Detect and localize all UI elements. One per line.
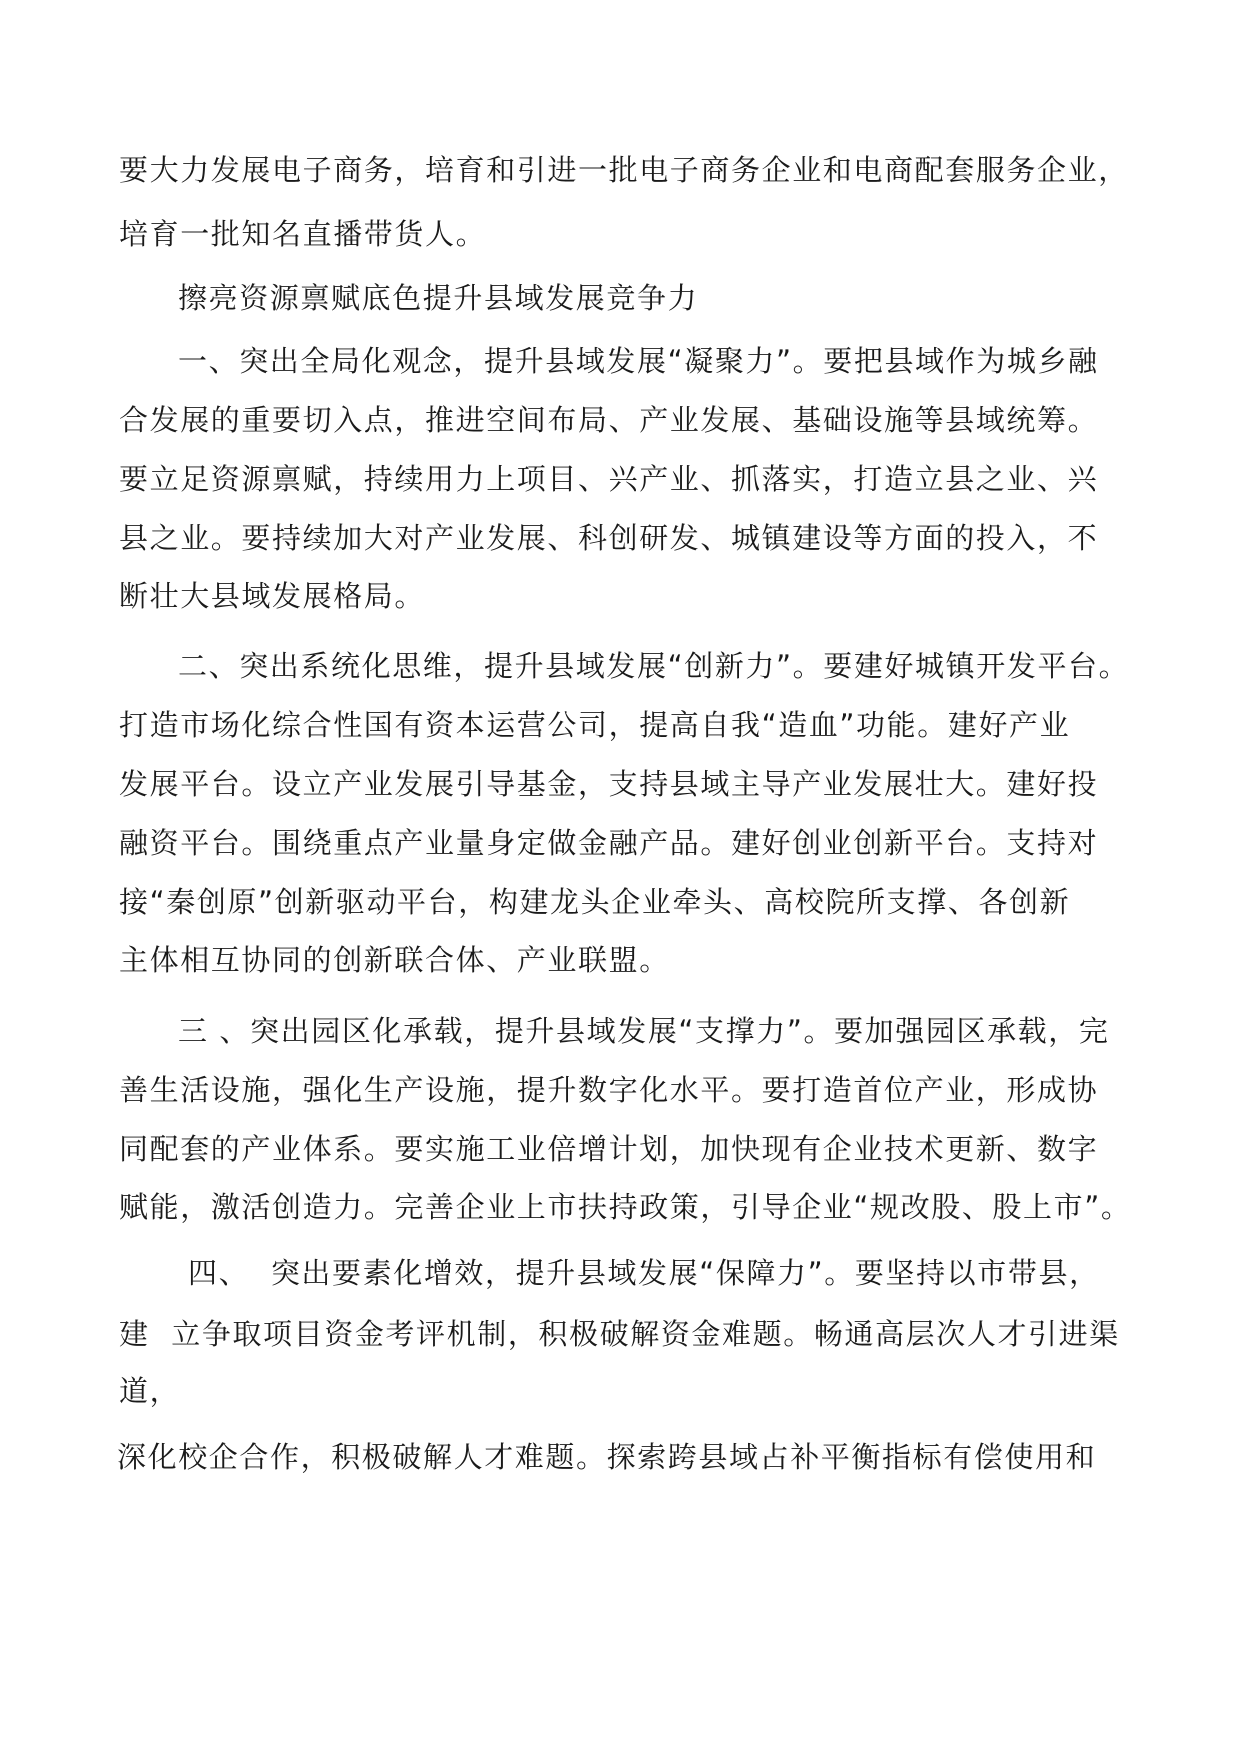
text-line: 赋能，激活创造力。完善企业上市扶持政策，引导企业“规改股、股上市”。 <box>119 1190 1132 1224</box>
text-line: 发展平台。设立产业发展引导基金，支持县域主导产业发展壮大。建好投 <box>119 767 1099 801</box>
text-line: 深化校企合作，积极破解人才难题。探索跨县域占补平衡指标有偿使用和 <box>117 1440 1097 1474</box>
text-line: 要立足资源禀赋，持续用力上项目、兴产业、抓落实，打造立县之业、兴 <box>119 462 1099 496</box>
text-line: 二、突出系统化思维，提升县域发展“创新力”。要建好城镇开发平台。 <box>178 649 1130 683</box>
text-line: 三 、突出园区化承载，提升县域发展“支撑力”。要加强园区承载，完 <box>178 1014 1110 1048</box>
text-line: 合发展的重要切入点，推进空间布局、产业发展、基础设施等县域统筹。 <box>119 403 1099 437</box>
text-line: 融资平台。围绕重点产业量身定做金融产品。建好创业创新平台。支持对 <box>119 826 1099 860</box>
text-line: 断壮大县域发展格局。 <box>119 579 426 613</box>
text-line: 接“秦创原”创新驱动平台，构建龙头企业牵头、高校院所支撑、各创新 <box>119 885 1071 919</box>
text-line: 道， <box>119 1374 181 1408</box>
text-line: 要大力发展电子商务，培育和引进一批电子商务企业和电商配套服务企业， <box>119 153 1129 187</box>
text-line: 同配套的产业体系。要实施工业倍增计划，加快现有企业技术更新、数字 <box>119 1132 1099 1166</box>
text-line: 一、突出全局化观念，提升县域发展“凝聚力”。要把县域作为城乡融 <box>178 344 1099 378</box>
text-line: 善生活设施，强化生产设施，提升数字化水平。要打造首位产业，形成协 <box>119 1073 1099 1107</box>
text-line: 主体相互协同的创新联合体、产业联盟。 <box>119 943 670 977</box>
text-line: 培育一批知名直播带货人。 <box>119 217 487 251</box>
text-line: 四、 突出要素化增效，提升县域发展“保障力”。要坚持以市带县， <box>188 1256 1100 1290</box>
text-line: 建 立争取项目资金考评机制，积极破解资金难题。畅通高层次人才引进渠 <box>119 1317 1120 1351</box>
text-line: 县之业。要持续加大对产业发展、科创研发、城镇建设等方面的投入，不 <box>119 521 1099 555</box>
section-heading: 擦亮资源禀赋底色提升县域发展竞争力 <box>178 281 699 315</box>
text-line: 打造市场化综合性国有资本运营公司，提高自我“造血”功能。建好产业 <box>119 708 1071 742</box>
